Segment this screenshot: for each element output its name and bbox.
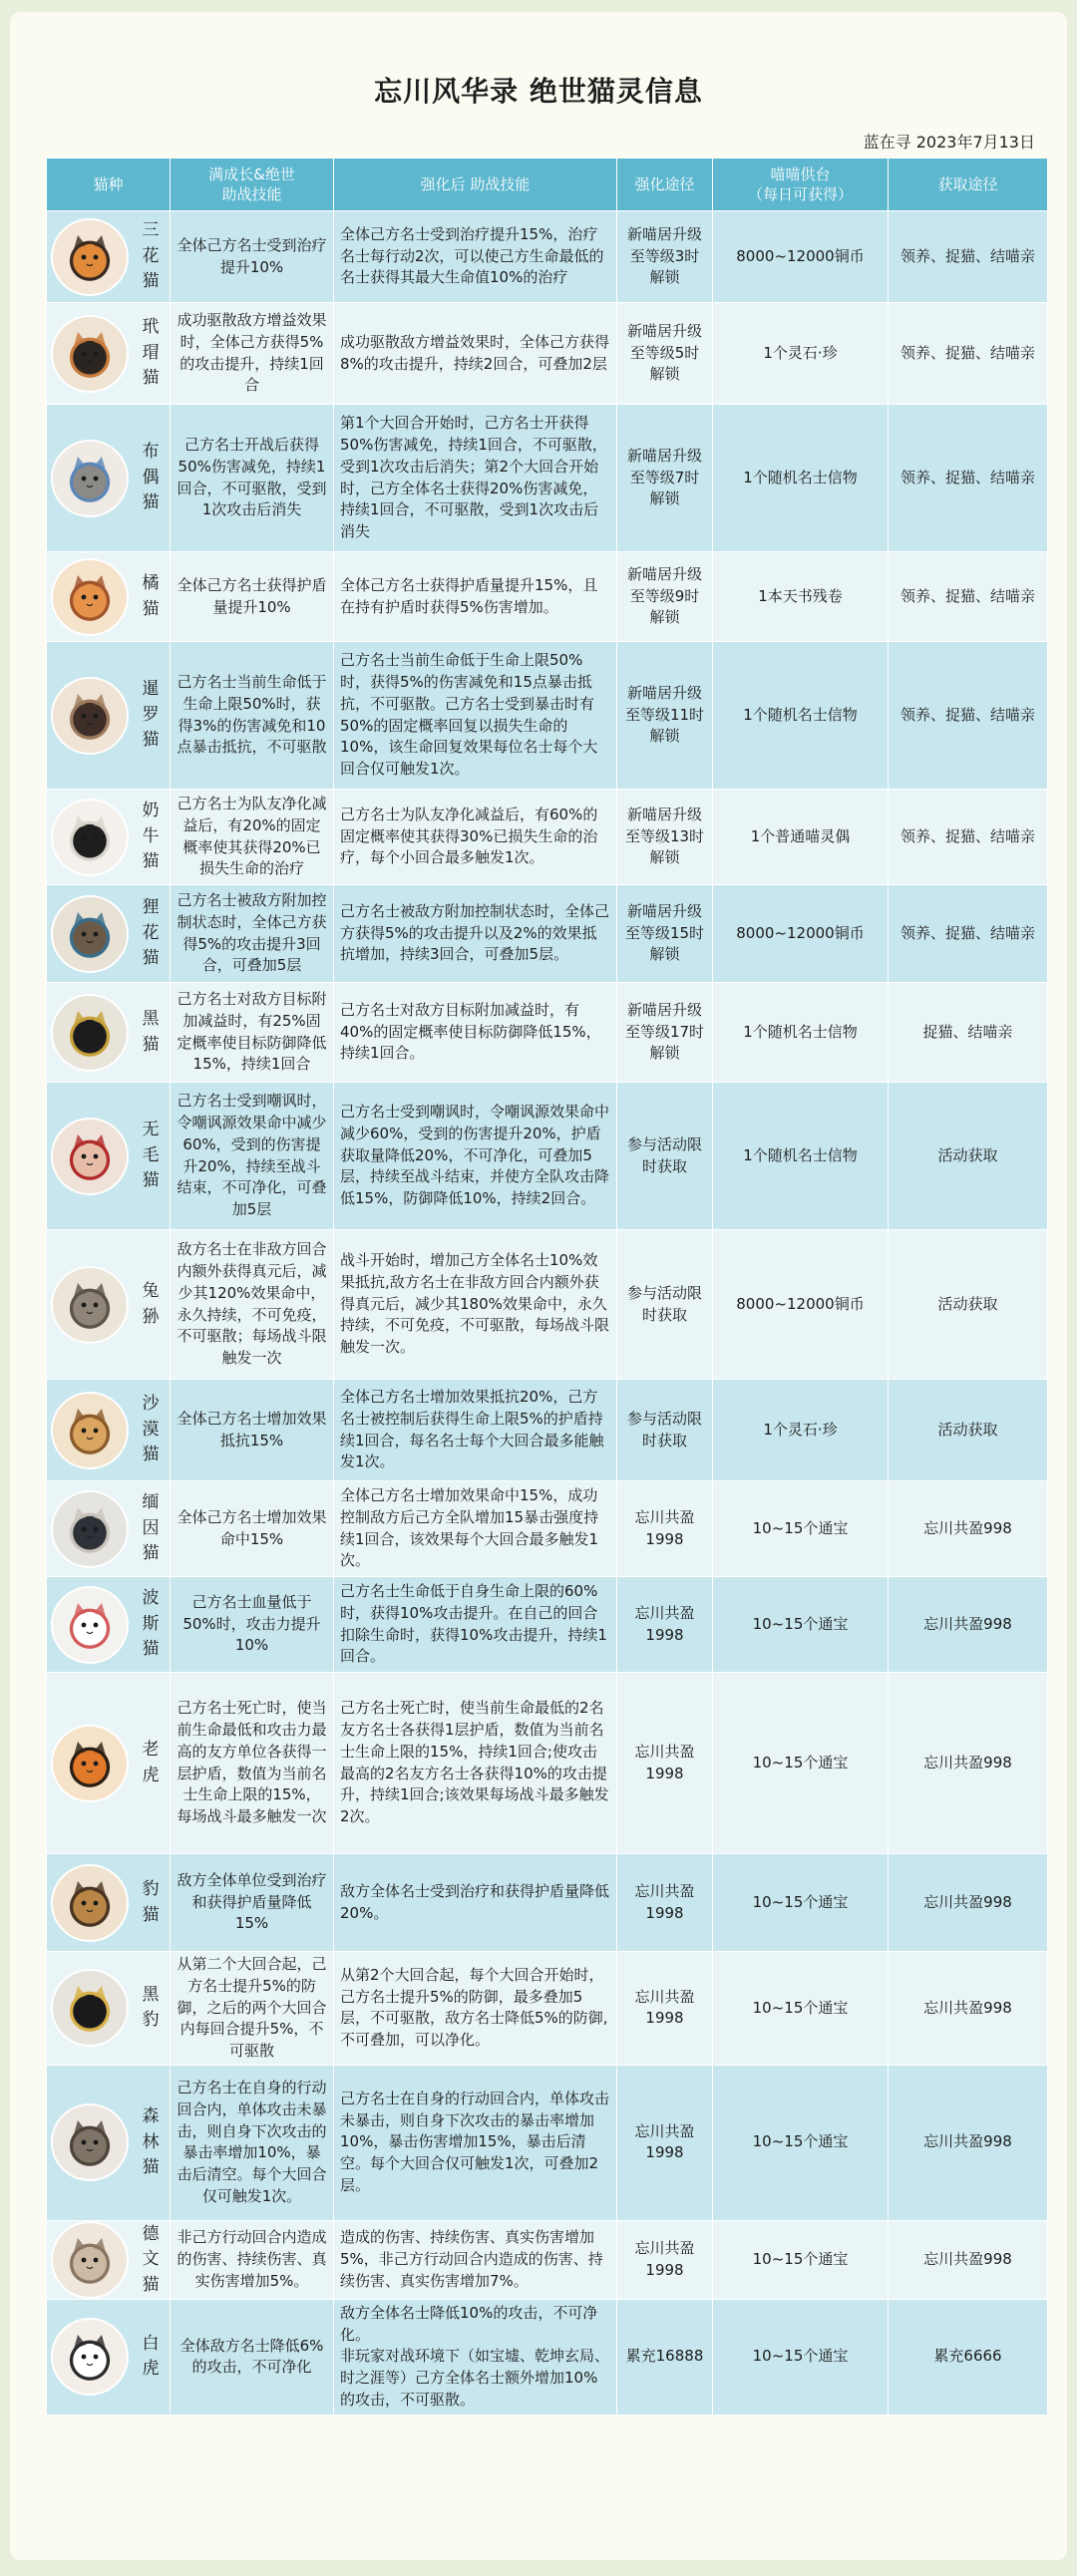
cat-cell bbox=[47, 885, 171, 983]
table-header-row bbox=[47, 159, 1048, 211]
cat-white-tiger-icon bbox=[51, 2318, 129, 2396]
enhance-path-cell: 新喵居升级至等级15时解锁 bbox=[617, 885, 713, 983]
base-skill-cell: 己方名士死亡时，使当前生命最低和攻击力最高的友方单位各获得一层护盾，数值为当前名士生命上限的15%，每场战斗最多触发一次 bbox=[171, 1673, 334, 1854]
header-base-skill: 满成长&绝世 助战技能 bbox=[171, 159, 334, 211]
table-row bbox=[47, 1380, 1048, 1481]
cat-name: 森林猫 bbox=[142, 2106, 160, 2177]
base-skill-cell: 己方名士血量低于50%时，攻击力提升10% bbox=[171, 1577, 334, 1673]
cat-cell bbox=[47, 1854, 171, 1952]
enhance-path-cell: 忘川共盈1998 bbox=[617, 1854, 713, 1952]
enhanced-skill-cell: 己方名士生命低于自身生命上限的60%时，获得10%攻击提升。在自己的回合扣除生命时，获得10%攻击提升，持续1回合。 bbox=[334, 1577, 617, 1673]
enhanced-skill-cell: 第1个大回合开始时，己方名士开获得50%伤害减免，持续1回合，不可驱散，受到1次攻击后消失；第2个大回合开始时，己方全体名士获得20%伤害减免，持续1回合，不可驱散，受到1次攻击后消失 bbox=[334, 405, 617, 552]
cat-name: 狸花猫 bbox=[142, 897, 160, 969]
obtain-cell: 领养、捉猫、结喵亲 bbox=[889, 885, 1048, 983]
enhanced-skill-cell: 己方名士死亡时，使当前生命最低的2名友方名士各获得1层护盾，数值为当前名士生命上限的15%，持续1回合;使攻击最高的2名友方名士各获得10%的攻击提升，持续1回合;该效果每场战斗最多触发2次。 bbox=[334, 1673, 617, 1854]
table-row bbox=[47, 2299, 1048, 2415]
table-row bbox=[47, 552, 1048, 642]
cat-info-table bbox=[46, 158, 1048, 2415]
cat-name: 玳瑁猫 bbox=[142, 317, 160, 389]
obtain-cell: 活动获取 bbox=[889, 1230, 1048, 1380]
enhance-path-cell: 忘川共盈1998 bbox=[617, 2220, 713, 2299]
header-cat: 猫种 bbox=[47, 159, 171, 211]
cat-black-icon bbox=[51, 994, 129, 1072]
cat-tabby-icon bbox=[51, 895, 129, 973]
obtain-cell: 忘川共盈998 bbox=[889, 2220, 1048, 2299]
cat-cell bbox=[47, 405, 171, 552]
offering-cell: 1个普通喵灵偶 bbox=[713, 790, 889, 885]
enhanced-skill-cell: 敌方全体名士受到治疗和获得护盾量降低20%。 bbox=[334, 1854, 617, 1952]
cat-sand-icon bbox=[51, 1392, 129, 1469]
cat-orange-icon bbox=[51, 558, 129, 636]
enhanced-skill-cell: 全体己方名士增加效果抵抗20%，己方名士被控制后获得生命上限5%的护盾持续1回合，每名名士每个大回合最多能触发1次。 bbox=[334, 1380, 617, 1481]
obtain-cell: 领养、捉猫、结喵亲 bbox=[889, 211, 1048, 303]
cat-cell bbox=[47, 1083, 171, 1230]
offering-cell: 10~15个通宝 bbox=[713, 1854, 889, 1952]
obtain-cell: 领养、捉猫、结喵亲 bbox=[889, 552, 1048, 642]
base-skill-cell: 己方名士被敌方附加控制状态时，全体己方获得5%的攻击提升3回合，可叠加5层 bbox=[171, 885, 334, 983]
cat-hairless-icon bbox=[51, 1118, 129, 1195]
cat-name: 豹猫 bbox=[142, 1879, 160, 1925]
offering-cell: 1个随机名士信物 bbox=[713, 1083, 889, 1230]
enhance-path-cell: 新喵居升级至等级7时解锁 bbox=[617, 405, 713, 552]
table-row bbox=[47, 642, 1048, 790]
page-card bbox=[10, 12, 1067, 2560]
enhanced-skill-cell: 战斗开始时，增加己方全体名士10%效果抵抗,敌方名士在非敌方回合内额外获得真元后，减少其180%效果命中，永久持续，不可免疫，不可驱散，每场战斗限触发一次。 bbox=[334, 1230, 617, 1380]
cat-siamese-icon bbox=[51, 677, 129, 755]
table-row bbox=[47, 885, 1048, 983]
cat-tortoiseshell-icon bbox=[51, 315, 129, 393]
offering-cell: 10~15个通宝 bbox=[713, 2065, 889, 2220]
enhance-path-cell: 忘川共盈1998 bbox=[617, 2065, 713, 2220]
cat-cell bbox=[47, 1230, 171, 1380]
enhance-path-cell: 忘川共盈1998 bbox=[617, 1952, 713, 2066]
cat-leopard-icon bbox=[51, 1864, 129, 1942]
cat-name: 德文猫 bbox=[142, 2223, 160, 2295]
enhanced-skill-cell: 全体己方名士增加效果命中15%，成功控制敌方后己方全队增加15暴击强度持续1回合，该效果每个大回合最多触发1次。 bbox=[334, 1481, 617, 1577]
obtain-cell: 领养、捉猫、结喵亲 bbox=[889, 790, 1048, 885]
author-date: 蓝在寻 2023年7月13日 bbox=[863, 133, 1035, 152]
base-skill-cell: 己方名士受到嘲讽时，令嘲讽源效果命中减少60%，受到的伤害提升20%，持续至战斗结束，不可净化，可叠加5层 bbox=[171, 1083, 334, 1230]
obtain-cell: 忘川共盈998 bbox=[889, 2065, 1048, 2220]
enhance-path-cell: 新喵居升级至等级3时解锁 bbox=[617, 211, 713, 303]
base-skill-cell: 非己方行动回合内造成的伤害、持续伤害、真实伤害增加5%。 bbox=[171, 2220, 334, 2299]
enhanced-skill-cell: 己方名士当前生命低于生命上限50%时，获得5%的伤害减免和15点暴击抵抗，不可驱散。己方名士受到暴击时有50%的固定概率回复以损失生命的10%，该生命回复效果每位名士每个大回合仅可触发1次。 bbox=[334, 642, 617, 790]
cat-cell bbox=[47, 2299, 171, 2415]
enhance-path-cell: 新喵居升级至等级13时解锁 bbox=[617, 790, 713, 885]
obtain-cell: 活动获取 bbox=[889, 1083, 1048, 1230]
offering-cell: 10~15个通宝 bbox=[713, 1952, 889, 2066]
enhance-path-cell: 新喵居升级至等级17时解锁 bbox=[617, 983, 713, 1083]
cat-name: 沙漠猫 bbox=[142, 1394, 160, 1465]
table-row bbox=[47, 1481, 1048, 1577]
cat-cow-icon bbox=[51, 799, 129, 876]
table-row bbox=[47, 983, 1048, 1083]
obtain-cell: 忘川共盈998 bbox=[889, 1952, 1048, 2066]
table-row bbox=[47, 303, 1048, 405]
cat-cell bbox=[47, 1380, 171, 1481]
cat-manul-icon bbox=[51, 1266, 129, 1344]
header-enhanced-skill: 强化后 助战技能 bbox=[334, 159, 617, 211]
cat-name: 布偶猫 bbox=[142, 442, 160, 513]
base-skill-cell: 敌方全体单位受到治疗和获得护盾量降低15% bbox=[171, 1854, 334, 1952]
offering-cell: 8000~12000铜币 bbox=[713, 211, 889, 303]
table-row bbox=[47, 211, 1048, 303]
enhanced-skill-cell: 己方名士为队友净化减益后，有60%的固定概率使其获得30%已损失生命的治疗，每个小回合最多触发1次。 bbox=[334, 790, 617, 885]
cat-name: 兔狲 bbox=[142, 1281, 160, 1327]
base-skill-cell: 全体己方名士增加效果抵抗15% bbox=[171, 1380, 334, 1481]
header-offering: 喵喵供台 （每日可获得） bbox=[713, 159, 889, 211]
enhance-path-cell: 参与活动限时获取 bbox=[617, 1380, 713, 1481]
offering-cell: 8000~12000铜币 bbox=[713, 885, 889, 983]
cat-tiger-icon bbox=[51, 1725, 129, 1802]
cat-cell bbox=[47, 1952, 171, 2066]
table-row bbox=[47, 2220, 1048, 2299]
base-skill-cell: 己方名士为队友净化减益后，有20%的固定概率使其获得20%已损失生命的治疗 bbox=[171, 790, 334, 885]
cat-name: 奶牛猫 bbox=[142, 801, 160, 872]
cat-name: 暹罗猫 bbox=[142, 679, 160, 751]
cat-cell bbox=[47, 303, 171, 405]
enhanced-skill-cell: 全体己方名士获得护盾量提升15%，且在持有护盾时获得5%伤害增加。 bbox=[334, 552, 617, 642]
offering-cell: 10~15个通宝 bbox=[713, 2220, 889, 2299]
enhance-path-cell: 新喵居升级至等级11时解锁 bbox=[617, 642, 713, 790]
base-skill-cell: 全体敌方名士降低6%的攻击，不可净化 bbox=[171, 2299, 334, 2415]
cat-name: 三花猫 bbox=[142, 220, 160, 292]
base-skill-cell: 全体己方名士增加效果命中15% bbox=[171, 1481, 334, 1577]
cat-cell bbox=[47, 983, 171, 1083]
enhanced-skill-cell: 全体己方名士受到治疗提升15%，治疗名士每行动2次，可以使己方生命最低的名士获得其最大生命值10%的治疗 bbox=[334, 211, 617, 303]
enhance-path-cell: 忘川共盈1998 bbox=[617, 1481, 713, 1577]
enhanced-skill-cell: 己方名士对敌方目标附加减益时，有40%的固定概率使目标防御降低15%，持续1回合。 bbox=[334, 983, 617, 1083]
enhance-path-cell: 忘川共盈1998 bbox=[617, 1673, 713, 1854]
base-skill-cell: 成功驱散敌方增益效果时，全体己方获得5%的攻击提升，持续1回合 bbox=[171, 303, 334, 405]
offering-cell: 10~15个通宝 bbox=[713, 1481, 889, 1577]
cat-panther-icon bbox=[51, 1969, 129, 2047]
obtain-cell: 活动获取 bbox=[889, 1380, 1048, 1481]
offering-cell: 1个随机名士信物 bbox=[713, 983, 889, 1083]
offering-cell: 1个灵石·珍 bbox=[713, 1380, 889, 1481]
enhanced-skill-cell: 敌方全体名士降低10%的攻击，不可净化。 非玩家对战环境下（如宝墟、乾坤玄局、时之涯等）己方全体名士额外增加10%的攻击，不可驱散。 bbox=[334, 2299, 617, 2415]
base-skill-cell: 己方名士开战后获得50%伤害减免，持续1回合，不可驱散，受到1次攻击后消失 bbox=[171, 405, 334, 552]
base-skill-cell: 全体己方名士受到治疗提升10% bbox=[171, 211, 334, 303]
cat-calico-icon bbox=[51, 218, 129, 296]
enhance-path-cell: 参与活动限时获取 bbox=[617, 1083, 713, 1230]
base-skill-cell: 己方名士对敌方目标附加减益时，有25%固定概率使目标防御降低15%，持续1回合 bbox=[171, 983, 334, 1083]
cat-name: 橘猫 bbox=[142, 573, 160, 619]
offering-cell: 10~15个通宝 bbox=[713, 2299, 889, 2415]
cat-devon-icon bbox=[51, 2221, 129, 2299]
cat-name: 波斯猫 bbox=[142, 1588, 160, 1660]
enhanced-skill-cell: 己方名士被敌方附加控制状态时，全体己方获得5%的攻击提升以及2%的效果抵抗增加，持续3回合，可叠加5层。 bbox=[334, 885, 617, 983]
offering-cell: 10~15个通宝 bbox=[713, 1673, 889, 1854]
cat-name: 白虎 bbox=[142, 2333, 160, 2380]
base-skill-cell: 己方名士当前生命低于生命上限50%时，获得3%的伤害减免和10点暴击抵抗，不可驱散 bbox=[171, 642, 334, 790]
cat-name: 黑豹 bbox=[142, 1984, 160, 2031]
cat-cell bbox=[47, 552, 171, 642]
cat-ragdoll-icon bbox=[51, 440, 129, 517]
cat-cell bbox=[47, 2220, 171, 2299]
base-skill-cell: 敌方名士在非敌方回合内额外获得真元后，减少其120%效果命中，永久持续，不可免疫，不可驱散；每场战斗限触发一次 bbox=[171, 1230, 334, 1380]
offering-cell: 1个灵石·珍 bbox=[713, 303, 889, 405]
table-row bbox=[47, 1083, 1048, 1230]
offering-cell: 1本天书残卷 bbox=[713, 552, 889, 642]
table-row bbox=[47, 405, 1048, 552]
obtain-cell: 领养、捉猫、结喵亲 bbox=[889, 405, 1048, 552]
enhance-path-cell: 参与活动限时获取 bbox=[617, 1230, 713, 1380]
table-row bbox=[47, 1577, 1048, 1673]
obtain-cell: 捉猫、结喵亲 bbox=[889, 983, 1048, 1083]
enhance-path-cell: 累充16888 bbox=[617, 2299, 713, 2415]
cat-maine-coon-icon bbox=[51, 1490, 129, 1568]
header-obtain: 获取途径 bbox=[889, 159, 1048, 211]
cat-cell bbox=[47, 790, 171, 885]
cat-cell bbox=[47, 642, 171, 790]
enhanced-skill-cell: 己方名士在自身的行动回合内，单体攻击未暴击，则自身下次攻击的暴击率增加10%，暴击伤害增加15%，暴击后清空。每个大回合仅可触发1次，可叠加2层。 bbox=[334, 2065, 617, 2220]
base-skill-cell: 从第二个大回合起，己方名士提升5%的防御，之后的两个大回合内每回合提升5%，不可驱散 bbox=[171, 1952, 334, 2066]
obtain-cell: 忘川共盈998 bbox=[889, 1673, 1048, 1854]
enhanced-skill-cell: 己方名士受到嘲讽时，令嘲讽源效果命中减少60%，受到的伤害提升20%，护盾获取量降低20%，不可净化，可叠加5层，持续至战斗结束，并使方全队攻击降低15%，防御降低10%，持续2回合。 bbox=[334, 1083, 617, 1230]
offering-cell: 10~15个通宝 bbox=[713, 1577, 889, 1673]
cat-persian-icon bbox=[51, 1586, 129, 1664]
enhanced-skill-cell: 成功驱散敌方增益效果时，全体己方获得8%的攻击提升，持续2回合，可叠加2层 bbox=[334, 303, 617, 405]
enhance-path-cell: 忘川共盈1998 bbox=[617, 1577, 713, 1673]
cat-cell bbox=[47, 1673, 171, 1854]
table-row bbox=[47, 2065, 1048, 2220]
cat-forest-icon bbox=[51, 2103, 129, 2181]
table-row bbox=[47, 790, 1048, 885]
obtain-cell: 忘川共盈998 bbox=[889, 1481, 1048, 1577]
obtain-cell: 忘川共盈998 bbox=[889, 1854, 1048, 1952]
cat-name: 老虎 bbox=[142, 1740, 160, 1785]
base-skill-cell: 全体己方名士获得护盾量提升10% bbox=[171, 552, 334, 642]
table-row bbox=[47, 1673, 1048, 1854]
cat-cell bbox=[47, 1481, 171, 1577]
offering-cell: 8000~12000铜币 bbox=[713, 1230, 889, 1380]
obtain-cell: 领养、捉猫、结喵亲 bbox=[889, 303, 1048, 405]
enhance-path-cell: 新喵居升级至等级5时解锁 bbox=[617, 303, 713, 405]
obtain-cell: 领养、捉猫、结喵亲 bbox=[889, 642, 1048, 790]
offering-cell: 1个随机名士信物 bbox=[713, 405, 889, 552]
cat-cell bbox=[47, 2065, 171, 2220]
page-title: 忘川风华录 绝世猫灵信息 bbox=[374, 75, 703, 108]
enhanced-skill-cell: 造成的伤害、持续伤害、真实伤害增加5%，非己方行动回合内造成的伤害、持续伤害、真实伤害增加7%。 bbox=[334, 2220, 617, 2299]
cat-name: 缅因猫 bbox=[142, 1492, 160, 1564]
base-skill-cell: 己方名士在自身的行动回合内，单体攻击未暴击，则自身下次攻击的暴击率增加10%，暴击后清空。每个大回合仅可触发1次。 bbox=[171, 2065, 334, 2220]
cat-cell bbox=[47, 1577, 171, 1673]
table-row bbox=[47, 1952, 1048, 2066]
header-enhance-path: 强化途径 bbox=[617, 159, 713, 211]
obtain-cell: 忘川共盈998 bbox=[889, 1577, 1048, 1673]
obtain-cell: 累充6666 bbox=[889, 2299, 1048, 2415]
table-row bbox=[47, 1854, 1048, 1952]
cat-cell bbox=[47, 211, 171, 303]
enhance-path-cell: 新喵居升级至等级9时解锁 bbox=[617, 552, 713, 642]
offering-cell: 1个随机名士信物 bbox=[713, 642, 889, 790]
table-row bbox=[47, 1230, 1048, 1380]
enhanced-skill-cell: 从第2个大回合起，每个大回合开始时，己方名士提升5%的防御，最多叠加5层，不可驱散，敌方名士降低5%的防御,不可叠加，可以净化。 bbox=[334, 1952, 617, 2066]
cat-name: 黑猫 bbox=[142, 1009, 160, 1055]
cat-name: 无毛猫 bbox=[142, 1120, 160, 1191]
